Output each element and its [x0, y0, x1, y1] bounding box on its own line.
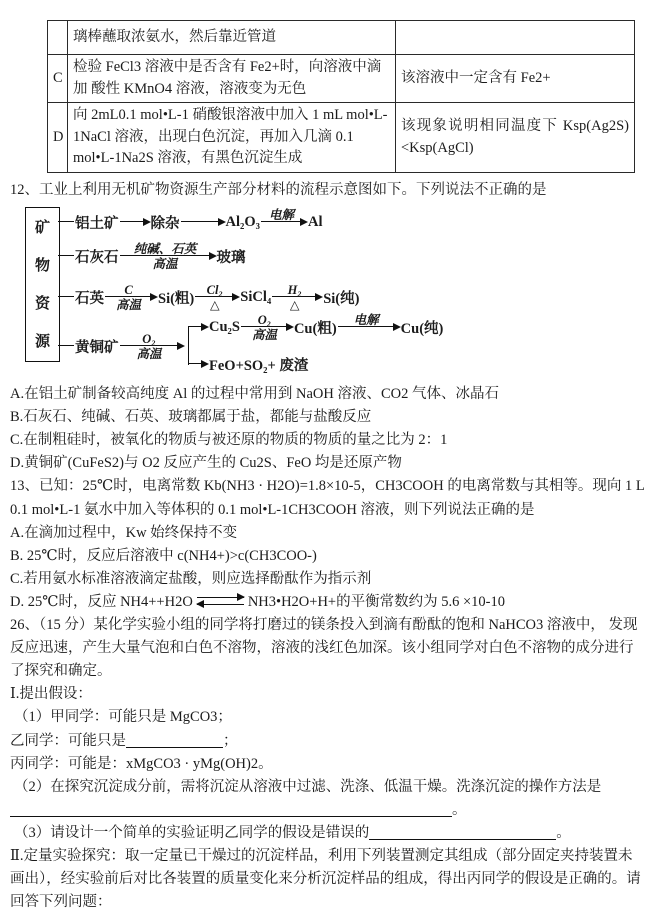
- method-cell: 向 2mL0.1 mol•L-1 硝酸银溶液中加入 1 mL mol•L-1NaCl 溶液，出现白色沉淀，再加入几滴 0.1 mol•L-1Na2S 溶液，有黑色沉淀生成: [68, 103, 396, 173]
- q12-option-d: D.黄铜矿(CuFeS2)与 O2 反应产生的 Cu2S、FeO 均是还原产物: [10, 455, 402, 472]
- q13-option-d-pre: D. 25℃时，反应 NH4++H2O: [10, 593, 193, 610]
- arrow-label-top: Cl₂: [206, 283, 223, 298]
- row-label-cell: [48, 21, 68, 55]
- equilibrium-arrow-icon: [197, 593, 244, 608]
- arrow-icon: [181, 205, 225, 239]
- q26-sub2-punct: 。: [452, 801, 467, 818]
- row-label-cell: D: [48, 103, 68, 173]
- hypothesis-bing: 丙同学：可能是：xMgCO3 · yMg(OH)2。: [10, 755, 273, 772]
- hypothesis-jia: （1）甲同学：可能只是 MgCO3；: [14, 709, 232, 726]
- arrow-label-top: O₂: [257, 313, 272, 328]
- conclusion-cell: 该现象说明相同温度下 Ksp(Ag2S)<Ksp(AgCl): [396, 103, 635, 173]
- q26-part2-line1: Ⅱ.定量实验探究：取一定量已干燥过的沉淀样品，利用下列装置测定其组成（部分固定夹持装置未: [10, 847, 633, 864]
- q26-part2-line3: 回答下列问题：: [10, 894, 112, 911]
- q26-sub3-text: （3）请设计一个简单的实验证明乙同学的假设是错误的: [14, 824, 370, 841]
- flow-node: Si(粗): [158, 290, 195, 307]
- table-row: [48, 103, 635, 173]
- experiment-table: [47, 20, 635, 173]
- flow-row-aluminium: [74, 205, 323, 239]
- arrow-label-bottom: 高温: [251, 328, 277, 343]
- arrow-label-top: H₂: [287, 283, 302, 298]
- flow-node: Al₂O₃: [225, 213, 260, 230]
- arrow-icon: [241, 310, 293, 344]
- arrow-label-bottom: 高温: [152, 257, 178, 272]
- arrow-icon: [105, 280, 157, 314]
- arrow-label-bottom: △: [289, 298, 300, 313]
- q13-option-c: C.若用氨水标准溶液滴定盐酸，则应选择酚酞作为指示剂: [10, 570, 372, 587]
- conclusion-cell: 该溶液中一定含有 Fe2+: [396, 55, 635, 103]
- arrow-label-top: 电解: [268, 208, 294, 223]
- flow-row-silicon: [74, 280, 360, 314]
- flow-node: 黄铜矿: [75, 339, 119, 356]
- flow-node: SiCl₄: [240, 288, 272, 305]
- mineral-resource-label: 矿物资源: [34, 219, 50, 350]
- table-row: [48, 21, 635, 55]
- q26-sub2-blank-line: [10, 799, 657, 822]
- q26-sub2-text: （2）在探究沉淀成分前，需将沉淀从溶液中过滤、洗涤、低温干燥。洗涤沉淀的操作方法是: [14, 778, 602, 795]
- hypothesis-yi-text: 乙同学：可能只是: [10, 732, 126, 749]
- flow-row-slag: [188, 347, 309, 381]
- method-cell: 检验 FeCl3 溶液中是否含有 Fe2+时，向溶液中滴加 酸性 KMnO4 溶液，溶液变为无色: [68, 55, 396, 103]
- flow-node: Cu₂S: [209, 318, 240, 335]
- arrow-icon: [195, 280, 239, 314]
- method-cell: 璃棒蘸取浓氨水，然后靠近管道: [68, 21, 396, 55]
- arrow-icon: [188, 347, 208, 381]
- arrow-icon: [188, 310, 208, 344]
- q12-option-a: A.在铝土矿制备较高纯度 Al 的过程中常用到 NaOH 溶液、CO2 气体、冰晶石: [10, 386, 499, 403]
- row-label-cell: C: [48, 55, 68, 103]
- fill-in-blank: [369, 824, 556, 840]
- question-13-stem-line1: 13、已知：25℃时，电离常数 Kb(NH3 · H2O)=1.8×10-5，CH3COOH 的电离常数与其相等。现向 1 L: [10, 478, 645, 495]
- q26-sub3-punct: 。: [556, 824, 571, 841]
- arrow-icon: [120, 329, 184, 363]
- hypothesis-yi-punct: ；: [223, 732, 238, 749]
- q26-part2-line2: 画出），经实验前后对比各装置的质量变化来分析沉淀样品的组成，得出丙同学的假设是正确的。请: [10, 871, 641, 888]
- question-13-stem-line2: 0.1 mol•L-1 氨水中加入等体积的 0.1 mol•L-1CH3COOH 溶液，则下列说法正确的是: [10, 501, 535, 518]
- flow-node: 除杂: [150, 215, 180, 232]
- conclusion-cell: [396, 21, 635, 55]
- q13-option-b: B. 25℃时，反应后溶液中 c(NH4+)>c(CH3COO-): [10, 547, 317, 564]
- flow-node: Al: [307, 213, 323, 230]
- q12-option-c: C.在制粗硅时，被氧化的物质与被还原的物质的物质的量之比为 2：1: [10, 432, 448, 449]
- arrow-icon: [261, 205, 307, 239]
- q26-sub3-line: [10, 822, 657, 845]
- flow-node: 铝土矿: [75, 215, 119, 232]
- connector-line: [58, 296, 74, 297]
- table-row: [48, 55, 635, 103]
- mineral-resource-box: [25, 207, 60, 362]
- flow-node: Cu(纯): [400, 320, 444, 337]
- flow-row-copper: [74, 329, 184, 363]
- q13-option-d: [10, 591, 657, 614]
- arrow-label-bottom: 高温: [115, 298, 141, 313]
- flow-row-copper-upper: [188, 310, 444, 344]
- fill-in-blank: [10, 801, 452, 817]
- connector-line: [58, 345, 74, 346]
- flow-row-glass: [74, 239, 247, 273]
- arrow-label-bottom: 高温: [136, 347, 162, 362]
- hypothesis-yi: [10, 730, 657, 753]
- flow-node: 玻璃: [216, 249, 246, 266]
- q12-option-b: B.石灰石、纯碱、石英、玻璃都属于盐，都能与盐酸反应: [10, 409, 372, 426]
- question-26-stem-line2: 反应迅速，产生大量气泡和白色不溶物，溶液的浅红色加深。该小组同学对白色不溶物的成分进行: [10, 640, 634, 657]
- q26-part1-title: Ⅰ.提出假设：: [10, 686, 92, 703]
- flow-node: FeO+SO₂+ 废渣: [209, 357, 309, 374]
- fill-in-blank: [126, 732, 223, 748]
- arrow-label-top: C: [124, 283, 133, 298]
- connector-line: [58, 221, 74, 222]
- arrow-icon: [272, 280, 322, 314]
- question-26-stem-line3: 了探究和确定。: [10, 663, 112, 680]
- arrow-label-top: 纯碱、石英: [133, 242, 197, 257]
- flow-node: Cu(粗): [293, 320, 337, 337]
- arrow-icon: [120, 239, 216, 273]
- question-12-stem: 12、工业上利用无机矿物资源生产部分材料的流程示意图如下。下列说法不正确的是: [10, 182, 547, 198]
- flow-node: Si(纯): [323, 290, 360, 307]
- arrow-label-top: 电解: [353, 313, 379, 328]
- arrow-label-bottom: △: [209, 298, 220, 313]
- arrow-label-top: O₂: [142, 332, 156, 347]
- mineral-flow-diagram: [10, 205, 657, 381]
- q13-option-a: A.在滴加过程中，Kw 始终保持不变: [10, 524, 238, 541]
- arrow-icon: [120, 205, 150, 239]
- question-26-stem-line1: 26、（15 分）某化学实验小组的同学将打磨过的镁条投入到滴有酚酞的饱和 NaHCO3 溶液中， 发现: [10, 617, 638, 634]
- arrow-icon: [338, 310, 400, 344]
- connector-line: [58, 255, 74, 256]
- flow-node: 石英: [75, 290, 104, 307]
- q13-option-d-post: NH3•H2O+H+的平衡常数约为 5.6 ×10-10: [247, 593, 505, 610]
- flow-node: 石灰石: [75, 249, 119, 266]
